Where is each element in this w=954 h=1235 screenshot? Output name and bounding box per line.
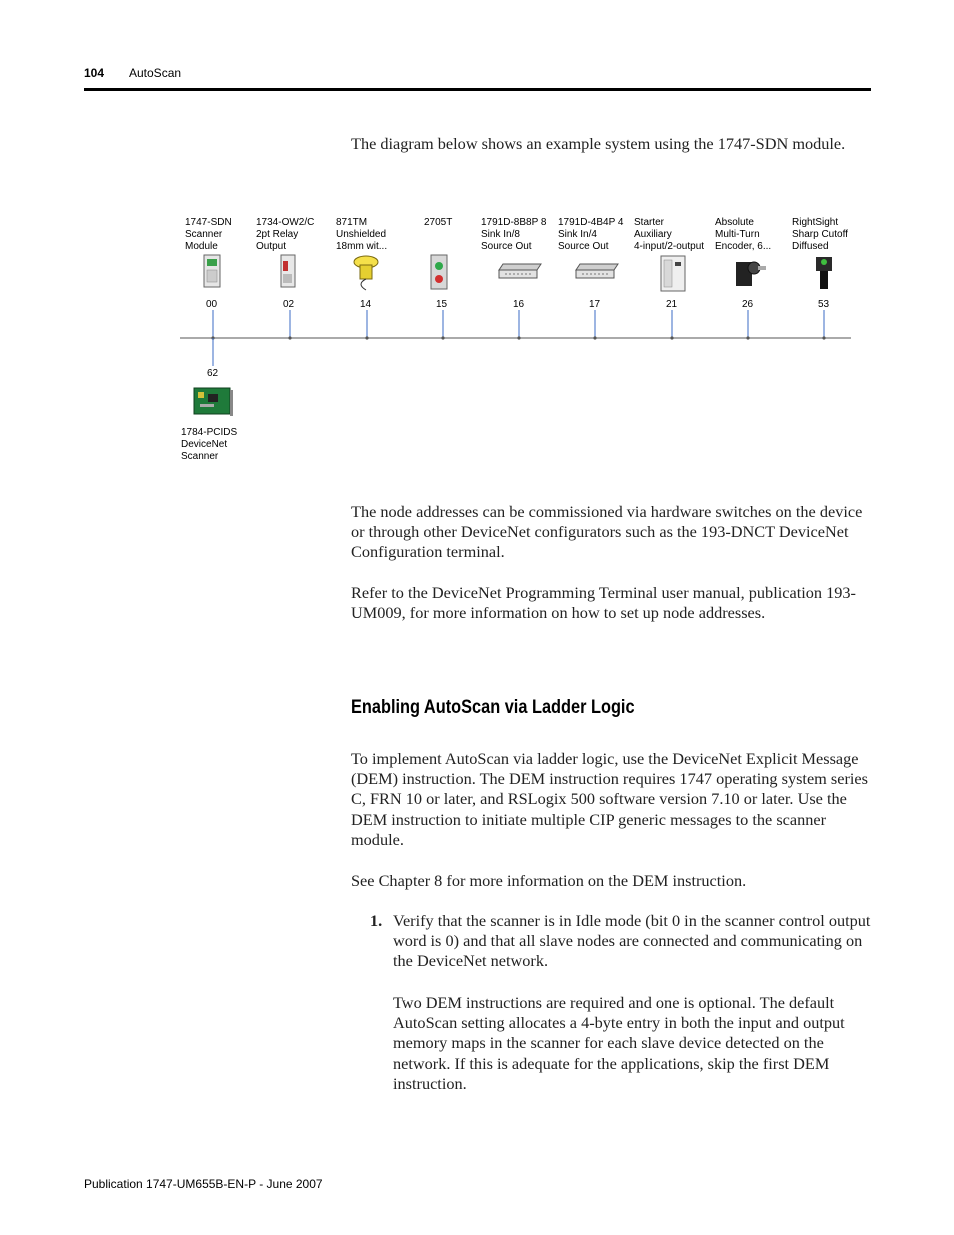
device-label-line: Unshielded — [336, 229, 387, 240]
pc-scanner-node-62[interactable] — [181, 338, 237, 462]
step-note: Two DEM instructions are required and one is optional. The default AutoScan setting allocates a 4-byte entry in both the input and output memory maps in the scanner for each slave device detected on the network. If this is adequate for the applications, skip the first DEM instruction. — [393, 993, 845, 1093]
tap-point — [365, 336, 368, 339]
node-address: 62 — [207, 368, 219, 379]
device-label-line: 871TM — [336, 217, 368, 228]
publication-footer: Publication 1747-UM655B-EN-P - June 2007 — [84, 1177, 323, 1191]
step-number: 1. — [370, 911, 383, 930]
scanner-module-icon — [204, 255, 220, 287]
device-label-line: 1791D-8B8P 8 — [481, 217, 547, 228]
device-node-00[interactable] — [185, 217, 232, 340]
io-block-icon — [499, 264, 541, 278]
device-label-line: Output — [256, 241, 287, 252]
tap-point — [288, 336, 291, 339]
photo-sensor-icon — [816, 257, 832, 289]
device-label-line: 2705T — [424, 217, 453, 228]
device-label-line: Source Out — [481, 241, 532, 252]
device-label-line: Absolute — [715, 217, 754, 228]
starter-auxiliary-icon — [661, 256, 685, 291]
header-rule — [84, 88, 871, 91]
tap-point — [441, 336, 444, 339]
device-node-02[interactable] — [256, 217, 314, 340]
node-addresses-paragraph: The node addresses can be commissioned via hardware switches on the device or through other DeviceNet configurators such as the 193-DNCT DeviceNet Configuration terminal. — [351, 502, 863, 562]
step-text: Verify that the scanner is in Idle mode (bit 0 in the scanner control output word is 0) and that all slave nodes are connected and communicating on the DeviceNet network. — [393, 911, 871, 971]
node-address: 14 — [360, 299, 372, 310]
section-heading: Enabling AutoScan via Ladder Logic — [351, 697, 635, 718]
io-block-icon — [576, 264, 618, 278]
refer-paragraph: Refer to the DeviceNet Programming Terminal user manual, publication 193-UM009, for more information on how to set up node addresses. — [351, 583, 856, 623]
tap-point — [517, 336, 520, 339]
node-address: 00 — [206, 299, 218, 310]
device-label-line: Scanner — [181, 451, 219, 462]
implement-paragraph: To implement AutoScan via ladder logic, use the DeviceNet Explicit Message (DEM) instruction. The DEM instruction requires 1747 operating system series C, FRN 10 or later, and RSLogix 500 software version 7.10 or later. Use the DEM instruction to initiate multiple CIP generic messages to the scanner module. — [351, 749, 868, 849]
encoder-icon — [736, 262, 766, 286]
device-label-line: Scanner — [185, 229, 223, 240]
page-number: 104 — [84, 66, 105, 80]
node-address: 02 — [283, 299, 295, 310]
device-node-15[interactable] — [424, 217, 452, 340]
see-chapter-paragraph: See Chapter 8 for more information on the DEM instruction. — [351, 871, 747, 890]
device-label-line: Sharp Cutoff — [792, 229, 848, 240]
device-label-line: Multi-Turn — [715, 229, 760, 240]
device-label-line: Source Out — [558, 241, 609, 252]
device-label-line: 18mm wit... — [336, 241, 388, 252]
running-header-title: AutoScan — [129, 66, 182, 80]
device-label-line: 1791D-4B4P 4 — [558, 217, 624, 228]
devicenet-network-diagram — [170, 210, 860, 470]
tap-point — [593, 336, 596, 339]
push-button-station-icon — [431, 255, 447, 289]
device-label-line: 1747-SDN — [185, 217, 232, 228]
device-label-line: 2pt Relay — [256, 229, 299, 240]
device-label-line: Diffused — [792, 241, 829, 252]
device-label-line: Sink In/4 — [558, 229, 597, 240]
tap-point — [670, 336, 673, 339]
relay-output-icon — [281, 255, 295, 287]
device-label-line: 4-input/2-output — [634, 241, 705, 252]
device-label-line: 1784-PCIDS — [181, 427, 238, 438]
tap-point — [822, 336, 825, 339]
device-label-line: Module — [185, 241, 218, 252]
tap-point — [746, 336, 749, 339]
device-node-53[interactable] — [792, 217, 848, 340]
node-address: 16 — [513, 299, 525, 310]
node-address: 26 — [742, 299, 754, 310]
device-label-line: 1734-OW2/C — [256, 217, 315, 228]
pci-card-icon — [194, 388, 233, 416]
device-node-21[interactable] — [634, 217, 704, 340]
node-address: 21 — [666, 299, 678, 310]
device-label-line: Auxiliary — [634, 229, 672, 240]
device-label-line: Starter — [634, 217, 665, 228]
device-label-line: Sink In/8 — [481, 229, 520, 240]
device-label-line: RightSight — [792, 217, 839, 228]
proximity-sensor-icon — [354, 256, 378, 290]
network-diagram-svg — [170, 210, 860, 470]
device-label-line: Encoder, 6... — [715, 241, 772, 252]
intro-paragraph: The diagram below shows an example system using the 1747-SDN module. — [351, 134, 846, 153]
device-node-17[interactable] — [558, 217, 624, 340]
device-label-line: DeviceNet — [181, 439, 228, 450]
node-address: 53 — [818, 299, 830, 310]
node-address: 15 — [436, 299, 448, 310]
device-node-26[interactable] — [715, 217, 771, 340]
node-address: 17 — [589, 299, 601, 310]
device-node-16[interactable] — [481, 217, 547, 340]
device-node-14[interactable] — [336, 217, 387, 340]
